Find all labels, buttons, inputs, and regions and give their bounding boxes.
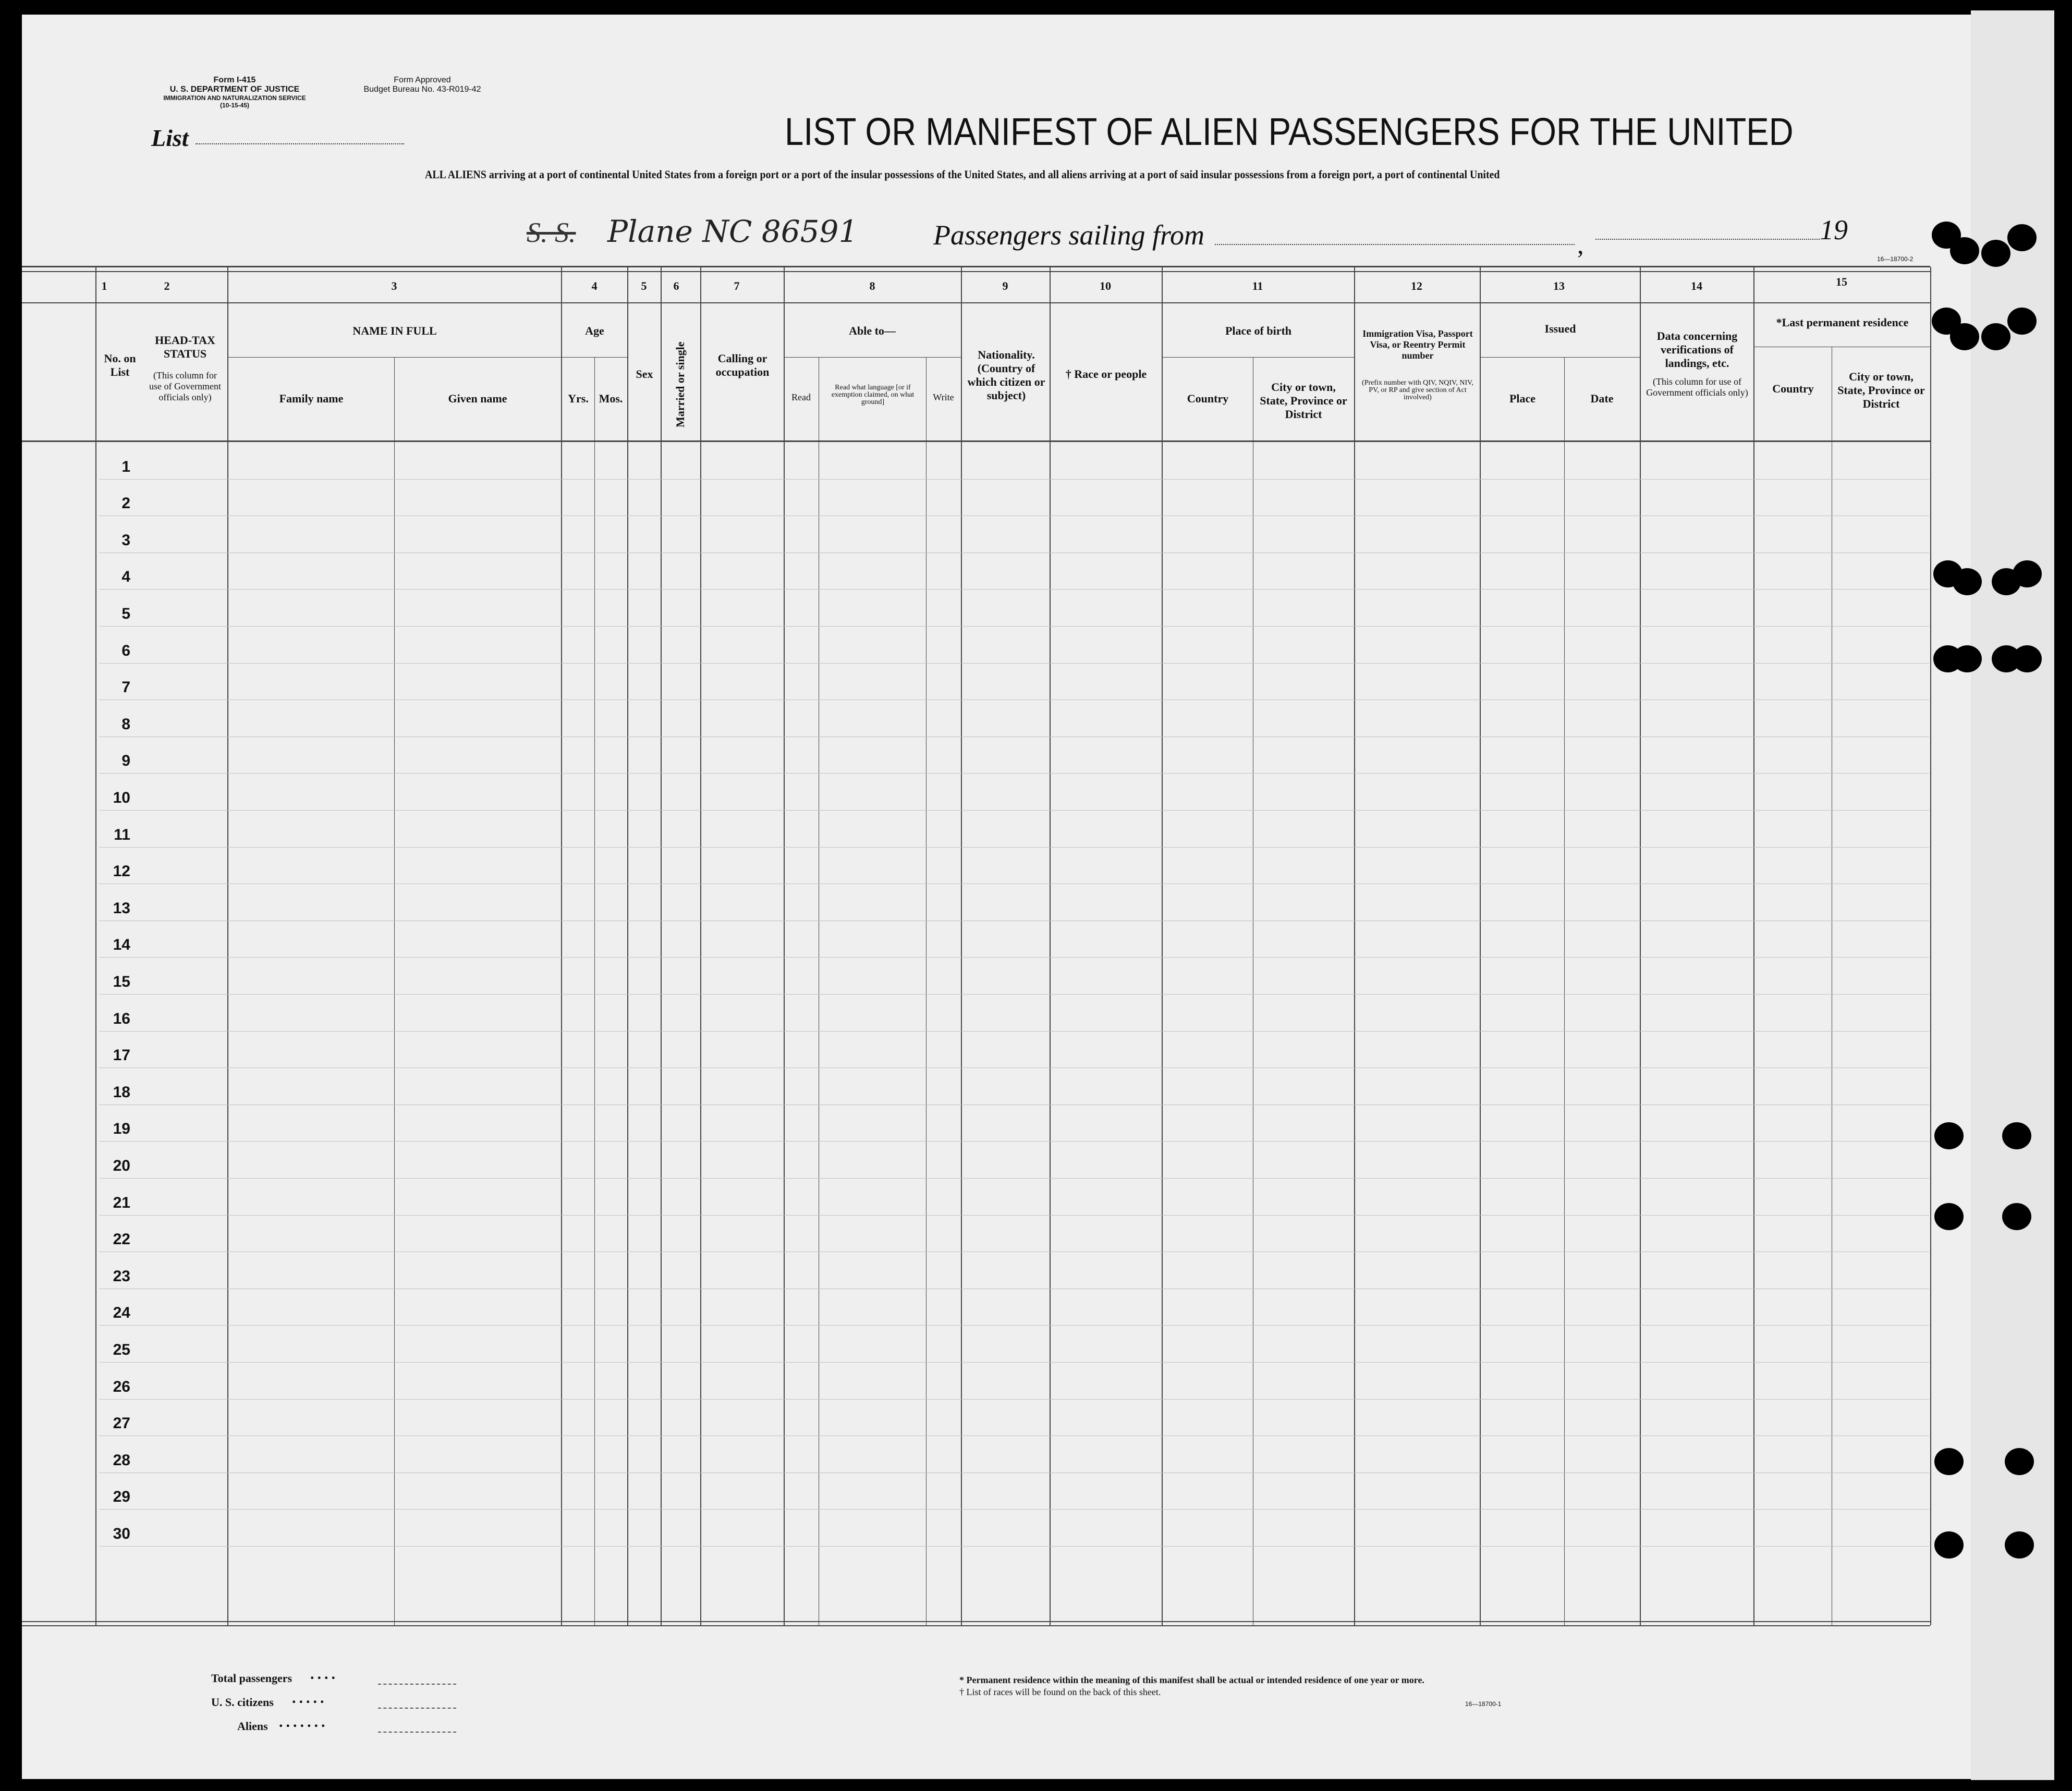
punch-hole xyxy=(2002,1203,2031,1230)
row-number: 23 xyxy=(113,1268,130,1285)
header-res-country: Country xyxy=(1772,382,1814,395)
col-divider xyxy=(1050,267,1051,1625)
header-issued-date: Date xyxy=(1590,392,1614,405)
department: U. S. DEPARTMENT OF JUSTICE xyxy=(169,85,300,94)
budget-bureau: Budget Bureau No. 43-R019-42 xyxy=(363,85,481,94)
col-number: 9 xyxy=(1002,279,1008,292)
header-issued-place: Place xyxy=(1509,392,1536,405)
punch-hole xyxy=(1934,1531,1964,1559)
table-bottom-border-inner xyxy=(22,1625,1930,1626)
row-number: 5 xyxy=(121,605,130,622)
able-subdivider xyxy=(784,357,961,358)
row-number: 18 xyxy=(113,1084,130,1101)
name-subdivider xyxy=(228,357,561,358)
row-rule xyxy=(99,1325,1929,1326)
row-rule xyxy=(99,773,1929,774)
row-number: 20 xyxy=(113,1157,130,1174)
row-number: 3 xyxy=(121,532,130,549)
date-field[interactable] xyxy=(1595,239,1820,240)
row-number: 27 xyxy=(113,1415,130,1432)
header-birth-country: Country xyxy=(1187,392,1229,405)
punch-hole xyxy=(1950,323,1979,350)
header-able-to: Able to— xyxy=(849,324,896,337)
header-place-of-birth: Place of birth xyxy=(1225,324,1292,337)
approval-meta xyxy=(344,76,501,94)
col-divider xyxy=(661,267,662,1625)
punch-hole xyxy=(2013,645,2042,672)
vessel-prefix: S. S. xyxy=(527,217,576,248)
header-married: Married or single xyxy=(674,341,687,427)
row-number: 7 xyxy=(121,679,130,696)
sailing-from-field[interactable] xyxy=(1215,244,1575,245)
page-title: LIST OR MANIFEST OF ALIEN PASSENGERS FOR THE UNITED xyxy=(785,110,1794,153)
row-number: 26 xyxy=(113,1378,130,1395)
list-label: List xyxy=(151,125,189,151)
header-head-tax: HEAD-TAX STATUS xyxy=(155,334,215,360)
row-rule xyxy=(99,1215,1929,1216)
col-number: 4 xyxy=(591,279,598,292)
header-read: Read xyxy=(791,392,811,402)
issued-subdivider xyxy=(1481,357,1640,358)
year-prefix: 19 xyxy=(1820,214,1848,246)
form-number: Form I-415 xyxy=(213,76,256,84)
comma: , xyxy=(1577,230,1584,259)
punch-hole xyxy=(1981,240,2010,267)
row-number: 10 xyxy=(113,789,130,806)
total-passengers-field[interactable] xyxy=(378,1684,456,1685)
col-number: 2 xyxy=(164,279,170,292)
col-divider xyxy=(627,267,628,1625)
birth-subdivider xyxy=(1163,357,1354,358)
col-number: 10 xyxy=(1100,279,1111,292)
header-head-tax-note: (This column for use of Government officials only) xyxy=(149,370,221,402)
row-rule xyxy=(99,663,1929,664)
col-number: 11 xyxy=(1252,279,1263,292)
col-divider xyxy=(95,267,96,1625)
table-bottom-border xyxy=(22,1621,1930,1622)
leader-dots: ....... xyxy=(279,1713,328,1731)
header-visa-note: (Prefix number with QIV, NQIV, NIV, PV, or RP and give section of Act involved) xyxy=(1362,379,1473,401)
col-number: 14 xyxy=(1691,279,1702,292)
col-divider xyxy=(1640,267,1641,1625)
col-number: 7 xyxy=(734,279,740,292)
list-number-field[interactable] xyxy=(196,143,404,144)
col-number: 6 xyxy=(673,279,679,292)
footnote-races: † List of races will be found on the back of this sheet. xyxy=(959,1687,1161,1697)
row-number: 9 xyxy=(121,752,130,769)
header-data-note: (This column for use of Government officials only) xyxy=(1646,376,1748,398)
col-divider xyxy=(784,267,785,1625)
row-number: 8 xyxy=(121,716,130,733)
header-age: Age xyxy=(585,324,604,337)
punch-hole xyxy=(2007,224,2037,251)
col-divider xyxy=(700,267,701,1625)
footer-aliens-label: Aliens xyxy=(237,1720,268,1733)
header-nationality: Nationality. (Country of which citizen or subject) xyxy=(967,348,1045,402)
punch-hole xyxy=(2013,560,2042,587)
header-given-name: Given name xyxy=(448,392,507,405)
footer-total-label: Total passengers xyxy=(211,1672,292,1685)
header-mos: Mos. xyxy=(599,392,623,405)
row-number: 15 xyxy=(113,973,130,990)
header-race: † Race or people xyxy=(1065,367,1147,381)
row-number: 29 xyxy=(113,1488,130,1505)
row-rule xyxy=(99,1178,1929,1179)
footer-citizens-label: U. S. citizens xyxy=(211,1696,274,1709)
punch-hole xyxy=(1953,645,1982,672)
form-approved: Form Approved xyxy=(394,76,451,84)
col-divider xyxy=(561,267,562,1625)
header-write: Write xyxy=(933,392,954,402)
row-rule xyxy=(99,479,1929,480)
header-visa: Immigration Visa, Passport Visa, or Reentry Permit number xyxy=(1362,328,1473,361)
leader-dots: .... xyxy=(310,1665,338,1683)
header-no-on-list: No. on List xyxy=(104,352,136,378)
header-calling: Calling or occupation xyxy=(715,352,770,378)
col-divider xyxy=(1930,267,1931,1625)
service-name: IMMIGRATION AND NATURALIZATION SERVICE xyxy=(163,94,306,102)
row-number: 22 xyxy=(113,1231,130,1248)
col-divider xyxy=(1162,267,1163,1625)
row-number: 4 xyxy=(121,568,130,585)
row-number: 16 xyxy=(113,1010,130,1027)
header-birth-city: City or town, State, Province or District xyxy=(1260,381,1347,421)
col-number: 5 xyxy=(641,279,647,292)
row-number: 11 xyxy=(114,826,130,843)
punch-hole xyxy=(1953,568,1982,595)
col-divider xyxy=(227,267,228,1625)
row-number: 19 xyxy=(113,1120,130,1137)
row-rule xyxy=(99,1141,1929,1142)
row-number: 13 xyxy=(113,900,130,917)
column-number-divider xyxy=(22,302,1930,303)
col-number: 8 xyxy=(869,279,875,292)
row-rule xyxy=(99,626,1929,627)
col-divider xyxy=(1480,267,1481,1625)
table-top-border-inner xyxy=(22,271,1930,272)
form-meta xyxy=(136,76,334,109)
row-rule xyxy=(99,847,1929,848)
row-rule xyxy=(99,810,1929,811)
row-rule xyxy=(99,957,1929,958)
row-number: 12 xyxy=(113,863,130,880)
header-name-in-full: NAME IN FULL xyxy=(352,324,437,337)
punch-hole xyxy=(2002,1122,2031,1149)
punch-hole xyxy=(1934,1203,1964,1230)
header-issued: Issued xyxy=(1544,322,1576,335)
header-bottom-border xyxy=(22,440,1930,442)
header-last-residence: *Last permanent residence xyxy=(1776,316,1909,329)
header-yrs: Yrs. xyxy=(568,392,589,405)
header-data-concerning: Data concerning verifications of landings, etc. xyxy=(1656,329,1738,370)
row-rule xyxy=(99,1031,1929,1032)
col-number: 1 xyxy=(101,279,107,292)
col-number: 12 xyxy=(1411,279,1422,292)
row-number: 14 xyxy=(113,936,130,953)
punch-hole xyxy=(1981,323,2010,350)
row-rule xyxy=(99,1509,1929,1510)
punch-hole xyxy=(1934,1122,1964,1149)
col-divider xyxy=(961,267,962,1625)
row-number: 1 xyxy=(121,458,130,475)
row-number: 30 xyxy=(113,1525,130,1542)
page-subtitle: ALL ALIENS arriving at a port of continental United States from a foreign port or a port of the insular possessions of the United States, and all aliens arriving at a port of said insular possessions from a foreign port, a port of continental United xyxy=(425,168,1500,181)
sheet-code: 16—18700-2 xyxy=(1877,255,1913,263)
punch-hole xyxy=(1950,237,1979,264)
leader-dots: ..... xyxy=(292,1689,327,1707)
row-rule xyxy=(99,589,1929,590)
punch-hole xyxy=(1934,1448,1964,1475)
header-res-city: City or town, State, Province or District xyxy=(1837,370,1925,410)
adjacent-page-edge xyxy=(1971,10,2054,1780)
row-number: 28 xyxy=(113,1452,130,1469)
col-number: 3 xyxy=(391,279,397,292)
vessel-name-handwritten: Plane NC 86591 xyxy=(607,214,858,249)
row-number: 6 xyxy=(121,642,130,659)
aliens-field[interactable] xyxy=(378,1732,456,1733)
punch-hole xyxy=(2005,1531,2034,1559)
row-number: 24 xyxy=(113,1304,130,1321)
row-rule xyxy=(99,994,1929,995)
header-read-language: Read what language [or if exemption claimed, on what ground] xyxy=(831,384,915,406)
us-citizens-field[interactable] xyxy=(378,1708,456,1709)
row-rule xyxy=(99,1546,1929,1547)
header-sex: Sex xyxy=(636,367,653,381)
row-rule xyxy=(99,1399,1929,1400)
sailing-label: Passengers sailing from xyxy=(933,219,1205,251)
row-rule xyxy=(99,1362,1929,1363)
header-family-name: Family name xyxy=(279,392,344,405)
row-number: 21 xyxy=(113,1194,130,1211)
col-divider xyxy=(1354,267,1355,1625)
col-number: 13 xyxy=(1553,279,1565,292)
punch-hole xyxy=(2007,308,2037,335)
form-date-code: (10-15-45) xyxy=(220,102,250,109)
row-number: 2 xyxy=(121,495,130,512)
footer-code: 16—18700-1 xyxy=(1465,1700,1502,1708)
row-number: 25 xyxy=(113,1341,130,1358)
table-top-border xyxy=(22,266,1930,267)
footnote-residence: * Permanent residence within the meaning of this manifest shall be actual or intended residence of one year or more. xyxy=(959,1675,1424,1685)
punch-hole xyxy=(2005,1448,2034,1475)
col-number: 15 xyxy=(1836,275,1847,288)
col-divider xyxy=(1753,267,1754,1625)
row-number: 17 xyxy=(113,1047,130,1064)
